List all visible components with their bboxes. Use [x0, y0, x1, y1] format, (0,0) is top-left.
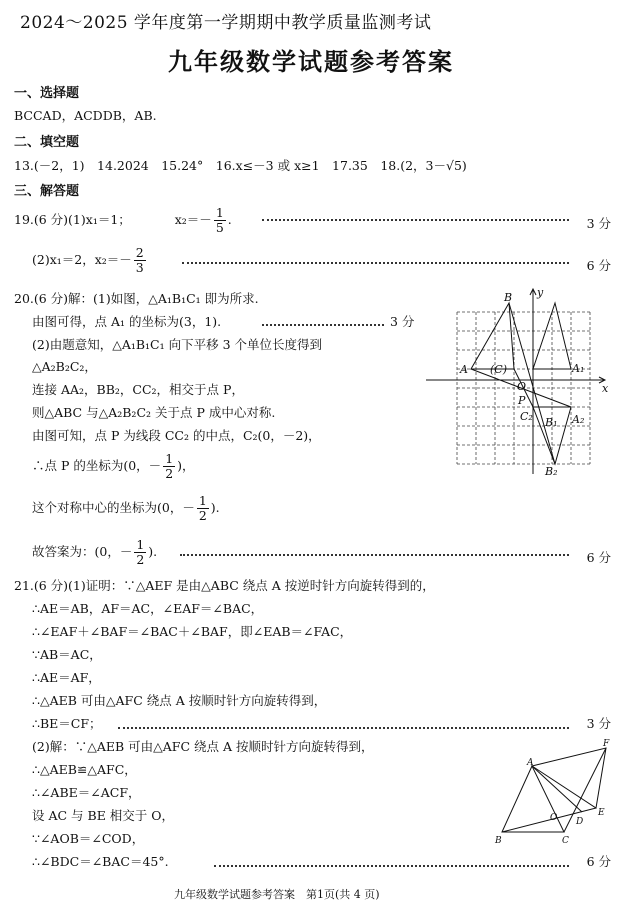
- document-title: 九年级数学试题参考答案: [168, 47, 454, 76]
- q21-line3: ∴∠EAF＋∠BAF＝∠BAC＋∠BAF，即∠EAB＝∠FAC，: [32, 624, 353, 639]
- dot-leader: [214, 865, 569, 867]
- y-axis-label: y: [537, 286, 544, 299]
- fraction: $\frac{1}{2}$: [165, 451, 174, 481]
- score: 6 分: [586, 258, 611, 273]
- q20-line9: 这个对称中心的坐标为(0，－ $\frac{1}{2}$ ).: [32, 493, 220, 523]
- segment-cf: [564, 748, 606, 832]
- q20-line2: 由图可得，点 A₁ 的坐标为(3，1).: [32, 314, 222, 329]
- choice-answers: BCCAD，ACDDB，AB.: [14, 108, 157, 123]
- point-label-c2: C₂: [520, 410, 533, 423]
- point-label-a2: A₂: [572, 413, 585, 426]
- fraction: $\frac{1}{2}$: [198, 493, 207, 523]
- point-label-e: E: [598, 808, 605, 818]
- q20-line10: 故答案为：(0，－ $\frac{1}{2}$ ).: [32, 537, 158, 567]
- exam-title: 2024～2025 学年度第一学期期中教学质量监测考试: [20, 13, 432, 33]
- q21-line9: ∴△AEB≌△AFC，: [32, 762, 137, 777]
- q21-line11: 设 AC 与 BE 相交于 O，: [32, 808, 175, 823]
- dot-leader: [180, 554, 569, 556]
- triangle-abc: [471, 303, 514, 369]
- q19-line2: (2)x₁＝2，x₂＝－ $\frac{2}{3}$: [32, 245, 144, 275]
- q21-line4: ∵AB＝AC，: [32, 647, 102, 662]
- q21-line12: ∵∠AOB＝∠COD，: [32, 831, 145, 846]
- point-label-d: D: [576, 817, 584, 827]
- point-label-a: A: [527, 758, 534, 768]
- score: 6 分: [586, 854, 611, 869]
- fraction: $\frac{1}{2}$: [136, 537, 145, 567]
- q19-line1: 19.(6 分)(1)x₁＝1； x₂＝－ $\frac{1}{5}$ .: [14, 205, 232, 235]
- dot-leader: [118, 727, 569, 729]
- point-label-o: O: [550, 813, 558, 823]
- q21-line8: (2)解：∵△AEB 可由△AFC 绕点 A 按顺时针方向旋转得到，: [32, 739, 374, 754]
- fraction: $\frac{1}{5}$: [215, 205, 224, 235]
- q21-line7: ∴BE＝CF；: [32, 716, 102, 731]
- q21-line5: ∴AE＝AF，: [32, 670, 101, 685]
- q21-line2: ∴AE＝AB，AF＝AC，∠EAF＝∠BAC，: [32, 601, 264, 616]
- fraction: $\frac{2}{3}$: [135, 245, 144, 275]
- segment-ad: [532, 766, 582, 812]
- point-label-p: P: [518, 394, 526, 407]
- origin-label: O: [517, 380, 527, 393]
- score: 3 分: [390, 314, 415, 329]
- score: 3 分: [586, 716, 611, 731]
- point-label-b1: B₁: [545, 416, 558, 429]
- section-heading-choice: 一、选择题: [14, 86, 80, 101]
- x-axis-label: x: [602, 382, 609, 395]
- section-heading-fill: 二、填空题: [14, 135, 80, 150]
- point-label-b: B: [495, 836, 502, 846]
- triangle-aef: [532, 748, 606, 808]
- dot-leader: [262, 324, 384, 326]
- q20-line5: 连接 AA₂，BB₂，CC₂，相交于点 P，: [32, 382, 244, 397]
- q20-line6: 则△ABC 与△A₂B₂C₂ 关于点 P 成中心对称.: [32, 405, 276, 420]
- point-label-b2: B₂: [545, 465, 558, 478]
- q21-line10: ∴∠ABE＝∠ACF，: [32, 785, 141, 800]
- q21-line13: ∴∠BDC＝∠BAC＝45°.: [32, 854, 169, 869]
- rotation-figure: [490, 736, 615, 848]
- point-label-a1: A₁: [572, 362, 585, 375]
- page-footer: 九年级数学试题参考答案 第1页(共 4 页): [174, 888, 380, 901]
- q21-line6: ∴△AEB 可由△AFC 绕点 A 按顺时针方向旋转得到，: [32, 693, 327, 708]
- point-label-f: F: [603, 739, 610, 749]
- q21-line1: 21.(6 分)(1)证明：∵△AEF 是由△ABC 绕点 A 按逆时针方向旋转得到的，: [14, 578, 435, 593]
- coordinate-grid-figure: [424, 286, 614, 478]
- point-label-c: (C): [490, 363, 507, 376]
- q20-line3: (2)由题意知，△A₁B₁C₁ 向下平移 3 个单位长度得到: [32, 337, 323, 352]
- section-heading-solve: 三、解答题: [14, 184, 80, 199]
- score: 3 分: [586, 216, 611, 231]
- fill-answers: 13.(－2，1) 14.2024 15.24° 16.x≤－3 或 x≥1 17.35 18.(2，3－√5): [14, 158, 467, 173]
- score: 6 分: [586, 550, 611, 565]
- dot-leader: [182, 262, 569, 264]
- point-label-c: C: [562, 836, 569, 846]
- q20-line7: 由图可知，点 P 为线段 CC₂ 的中点，C₂(0，－2)，: [32, 428, 321, 443]
- dot-leader: [262, 219, 569, 221]
- segment-bb2: [509, 303, 555, 464]
- point-label-a: A: [460, 363, 468, 376]
- point-label-b: B: [504, 291, 513, 304]
- q20-line8: ∴点 P 的坐标为(0，－ $\frac{1}{2}$ )，: [32, 451, 195, 481]
- q20-line4: △A₂B₂C₂，: [32, 359, 97, 374]
- q20-line1: 20.(6 分)解：(1)如图，△A₁B₁C₁ 即为所求.: [14, 291, 259, 306]
